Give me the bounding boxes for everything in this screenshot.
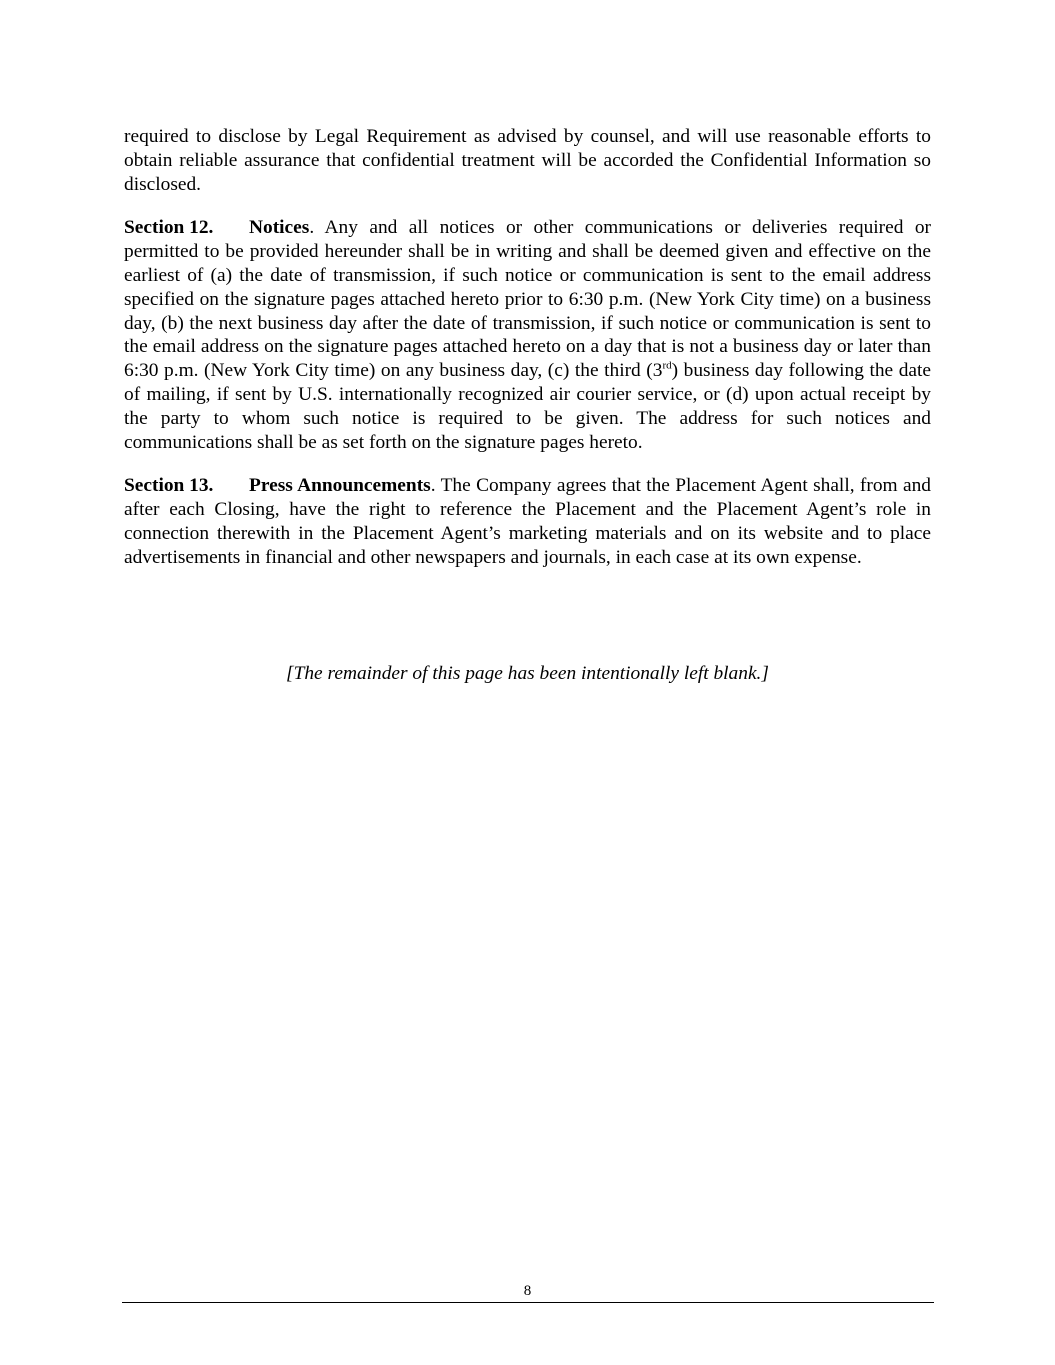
section-13-body: . The Company agrees that the Placement Agent shall, from and after each Closing, have the right to reference the Placement and the Placement Agent’s role in connection therewith in the Placement Agent’s marketing materials and on its website and to place advertisements in financial and other newspapers and journals, in each case at its own expense. bbox=[124, 475, 931, 568]
section-13-paragraph bbox=[124, 474, 931, 569]
section-13-title: Press Announcements bbox=[249, 475, 431, 497]
continuation-paragraph bbox=[124, 125, 931, 196]
footer-divider bbox=[122, 1302, 934, 1303]
section-12-ordinal-suffix: rd bbox=[662, 359, 672, 372]
continuation-text: required to disclose by Legal Requirement as advised by counsel, and will use reasonable efforts to obtain reliable assurance that confidential treatment will be accorded the Confidential Information so disclosed. bbox=[124, 126, 931, 195]
section-12-body-part2: ) business day following the date of mailing, if sent by U.S. internationally recognized air courier service, or (d) upon actual receipt by the party to whom such notice is required to be given. The address for such notices and communications shall be as set forth on the signature pages hereto. bbox=[124, 360, 931, 453]
section-12-paragraph bbox=[124, 216, 931, 454]
section-12-title: Notices bbox=[249, 217, 310, 239]
document-body bbox=[124, 125, 931, 590]
section-13-number: Section 13. bbox=[124, 475, 214, 497]
section-12-body-part1: . Any and all notices or other communications or deliveries required or permitted to be provided hereunder shall be in writing and shall be deemed given and effective on the earliest of (a) the date of transmission, if such notice or communication is sent to the email address specified on the signature pages attached hereto prior to 6:30 p.m. (New York City time) on a business day, (b) the next business day after the date of transmission, if such notice or communication is sent to the email address on the signature pages attached hereto on a day that is not a business day or later than 6:30 p.m. (New York City time) on any business day, (c) the third (3 bbox=[124, 217, 931, 382]
intentionally-blank-note: [The remainder of this page has been intentionally left blank.] bbox=[286, 663, 769, 684]
page-number: 8 bbox=[523, 1283, 532, 1299]
section-12-number: Section 12. bbox=[124, 217, 214, 239]
